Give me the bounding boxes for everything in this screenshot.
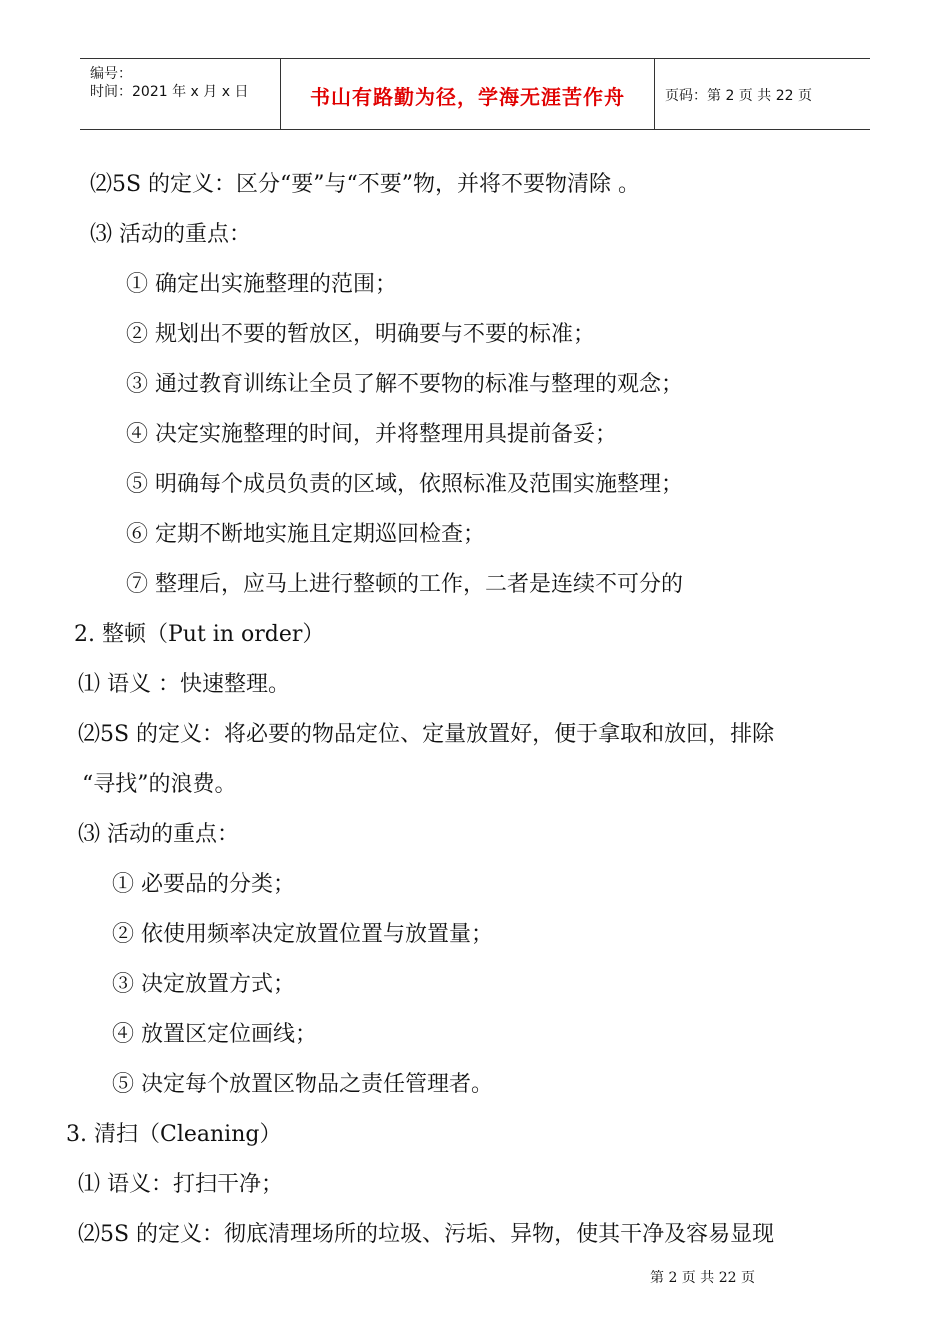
s1-point-1: ① 确定出实施整理的范围； — [126, 272, 397, 297]
s2-definition-line2: “寻找”的浪费。 — [82, 772, 237, 797]
s1-point-4: ④ 决定实施整理的时间，并将整理用具提前备妥； — [126, 422, 617, 447]
time-label: 时间：2021 年 x 月 x 日 — [90, 84, 249, 100]
s1-point-3: ③ 通过教育训练让全员了解不要物的标准与整理的观念； — [126, 372, 683, 397]
s2-point-1: ① 必要品的分类； — [112, 872, 295, 897]
s1-points-title: ⑶ 活动的重点： — [90, 222, 251, 247]
s2-point-3: ③ 决定放置方式； — [112, 972, 295, 997]
s1-point-6: ⑥ 定期不断地实施且定期巡回检查； — [126, 522, 485, 547]
page-header — [80, 58, 870, 130]
s2-points-title: ⑶ 活动的重点： — [78, 822, 239, 847]
s2-definition-line1: ⑵5S 的定义：将必要的物品定位、定量放置好，便于拿取和放回，排除 — [78, 722, 775, 747]
header-meta-cell — [80, 59, 281, 129]
s2-point-4: ④ 放置区定位画线； — [112, 1022, 317, 1047]
s2-point-2: ② 依使用频率决定放置位置与放置量； — [112, 922, 493, 947]
s2-point-5: ⑤ 决定每个放置区物品之责任管理者。 — [112, 1072, 493, 1097]
header-page-info: 页码：第 2 页 共 22 页 — [665, 88, 812, 104]
s1-point-2: ② 规划出不要的暂放区，明确要与不要的标准； — [126, 322, 595, 347]
s2-title: 2. 整顿（Put in order） — [74, 622, 325, 647]
s3-definition-line1: ⑵5S 的定义：彻底清理场所的垃圾、污垢、异物，使其干净及容易显现 — [78, 1222, 775, 1247]
header-motto-cell — [281, 59, 655, 129]
header-page-cell — [655, 59, 870, 129]
number-label: 编号： — [90, 66, 132, 82]
s1-point-5: ⑤ 明确每个成员负责的区域，依照标准及范围实施整理； — [126, 472, 683, 497]
page-footer: 第 2 页 共 22 页 — [650, 1270, 755, 1286]
s3-meaning: ⑴ 语义：打扫干净； — [78, 1172, 283, 1197]
s1-point-7: ⑦ 整理后，应马上进行整顿的工作，二者是连续不可分的 — [126, 572, 683, 597]
s2-meaning: ⑴ 语义 ：快速整理。 — [78, 672, 290, 697]
s1-definition: ⑵5S 的定义：区分“要”与“不要”物，并将不要物清除 。 — [90, 172, 641, 197]
motto-text: 书山有路勤为径，学海无涯苦作舟 — [310, 85, 625, 109]
s3-title: 3. 清扫（Cleaning） — [66, 1122, 282, 1147]
